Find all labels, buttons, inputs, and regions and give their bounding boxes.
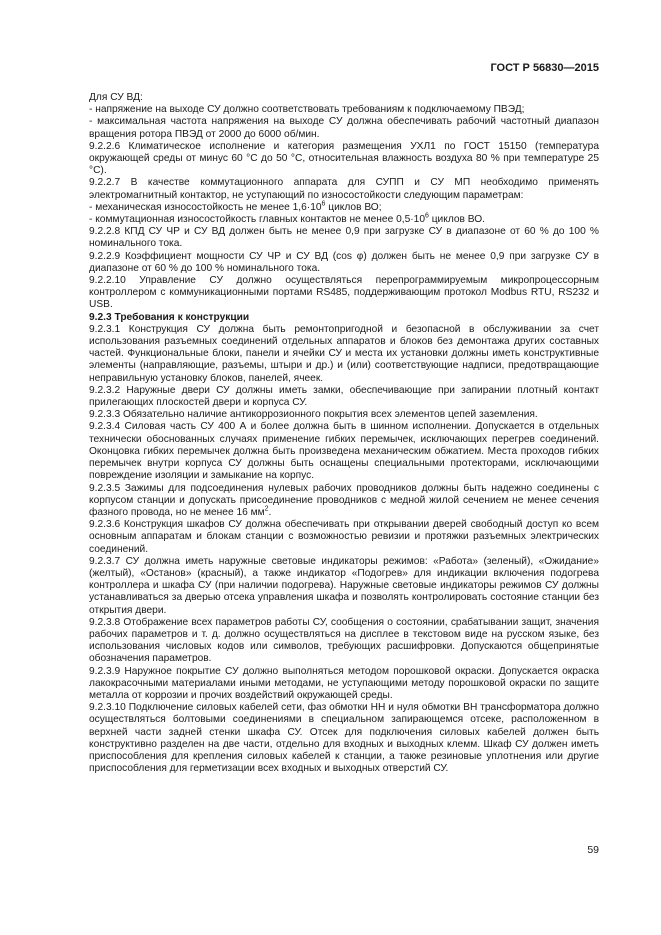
paragraph: 9.2.2.8 КПД СУ ЧР и СУ ВД должен быть не менее 0,9 при загрузке СУ в диапазоне от 60 % до 100 % номинального тока. [89,226,599,250]
paragraph: 9.2.3.4 Силовая часть СУ 400 А и более должна быть в шинном исполнении. Допускается в отдельных технически обоснованных случаях применение гибких перемычек, исключающих перегрев соединений. Оконцовка гибких перемычек должна быть произведена механическим обжатием. Места проходов гибких перемычек внутри корпуса СУ должны быть оснащены специальными протекторами, исключающими повреждение изоляции и замыкание на корпус. [89,421,599,482]
list-item: - напряжение на выходе СУ должно соответствовать требованиям к подключаемому ПВЭД; [89,104,525,116]
paragraph: 9.2.3.3 Обязательно наличие антикоррозионного покрытия всех элементов цепей заземления. [89,409,538,421]
paragraph: 9.2.2.9 Коэффициент мощности СУ ЧР и СУ ВД (cos φ) должен быть не менее 0,9 при загрузке СУ в диапазоне от 60 % до 100 % номинального тока. [89,250,599,274]
paragraph: 9.2.2.10 Управление СУ должно осуществляться перепрограммируемым микропроцессорным контроллером с коммуникационными портами RS485, поддерживающим протокол Modbus RTU, RS232 и USB. [89,275,599,311]
paragraph: 9.2.3.8 Отображение всех параметров работы СУ, сообщения о состоянии, срабатывании защит, значения рабочих параметров и т. д. должно осуществляться на дисплее в текстовом виде на русском языке, без использования числовых кодов или символов, требующих расшифровки. Допускаются общепринятые обозначения параметров. [89,616,599,665]
list-item: - механическая износостойкость не менее $1,6\cdot 10^6$ циклов ВО; [89,200,382,213]
paragraph: 9.2.2.6 Климатическое исполнение и категория размещения УХЛ1 по ГОСТ 15150 (температура окружающей среды от минус 60 °С до 50 °С, относительная влажность воздуха 80 % при температуре 25 °С). [89,140,599,177]
paragraph: 9.2.3.2 Наружные двери СУ должны иметь замки, обеспечивающие при запирании плотный контакт прилегающих плоскостей двери и корпуса СУ. [89,384,599,409]
document-body [89,92,599,775]
paragraph: 9.2.3.6 Конструкция шкафов СУ должна обеспечивать при открывании дверей свободный доступ ко всем основным аппаратам и блокам станции с возможностью ревизии и протяжки разъемных электрических соединений. [89,519,599,555]
document-code: ГОСТ Р 56830—2015 [490,62,599,74]
paragraph: 9.2.3.10 Подключение силовых кабелей сети, фаз обмотки НН и нуля обмотки ВН трансформатора должно осуществляться болтовыми соединениями в специальном запирающемся отсеке, расположенном в верхней части задней стенки шкафа СУ. Отсек для подключения силовых кабелей должен быть конструктивно разделен на две части, отдельно для входных и выходных клемм. Шкаф СУ должен иметь приспособления для крепления силовых кабелей к станции, а также резиновые уплотнения или другие приспособления для герметизации всех входных и выходных отверстий СУ. [89,702,599,775]
paragraph: 9.2.3.7 СУ должна иметь наружные световые индикаторы режимов: «Работа» (зеленый), «Ожидание» (желтый), «Останов» (красный), а также индикатор «Подогрев» для индикации включения подогрева контроллера и шкафа СУ (при наличии подогрева). Наружные световые индикаторы режимов СУ должны устанавливаться за дверью отсека управления шкафа и позволять контролировать состояние станции без открытия двери. [89,555,599,616]
paragraph: 9.2.3.1 Конструкция СУ должна быть ремонтопригодной и безопасной в обслуживании за счет использования разъемных соединений отдельных аппаратов и блоков без демонтажа других составных частей. Функциональные блоки, панели и ячейки СУ и места их установки должны иметь конструктивные элементы (направляющие, разъемы, штыри и др.) и (или) соответствующие надписи, предотвращающие неправильную установку блоков, панелей, ячеек. [89,323,599,384]
list-item: - коммутационная износостойкость главных контактов не менее $0,5\cdot 10^6$ циклов ВО. [89,212,485,226]
paragraph: 9.2.3.5 Зажимы для подсоединения нулевых рабочих проводников должны быть надежно соединены с корпусом станции и допускать присоединение проводников с медной жилой сечением не менее сечения фазного провода, но не менее 16 $мм^2$. [89,482,599,518]
paragraph: 9.2.2.7 В качестве коммутационного аппарата для СУПП и СУ МП необходимо применять электромагнитный контактор, не уступающий по износостойкости следующим параметрам: [89,177,599,201]
paragraph: 9.2.3.9 Наружное покрытие СУ должно выполняться методом порошковой окраски. Допускается окраска лакокрасочными материалами иными методами, не уступающими методу порошковой окраски по защите металла от коррозии и прочих воздействий окружающей среды. [89,665,599,701]
paragraph: Для СУ ВД: [89,92,143,103]
section-title: 9.2.3 Требования к конструкции [89,311,250,323]
page-number: 59 [587,844,599,856]
list-item: - максимальная частота напряжения на выходе СУ должна обеспечивать рабочий частотный диапазон вращения ротора ПВЭД от 2000 до 6000 об/мин. [89,116,599,140]
